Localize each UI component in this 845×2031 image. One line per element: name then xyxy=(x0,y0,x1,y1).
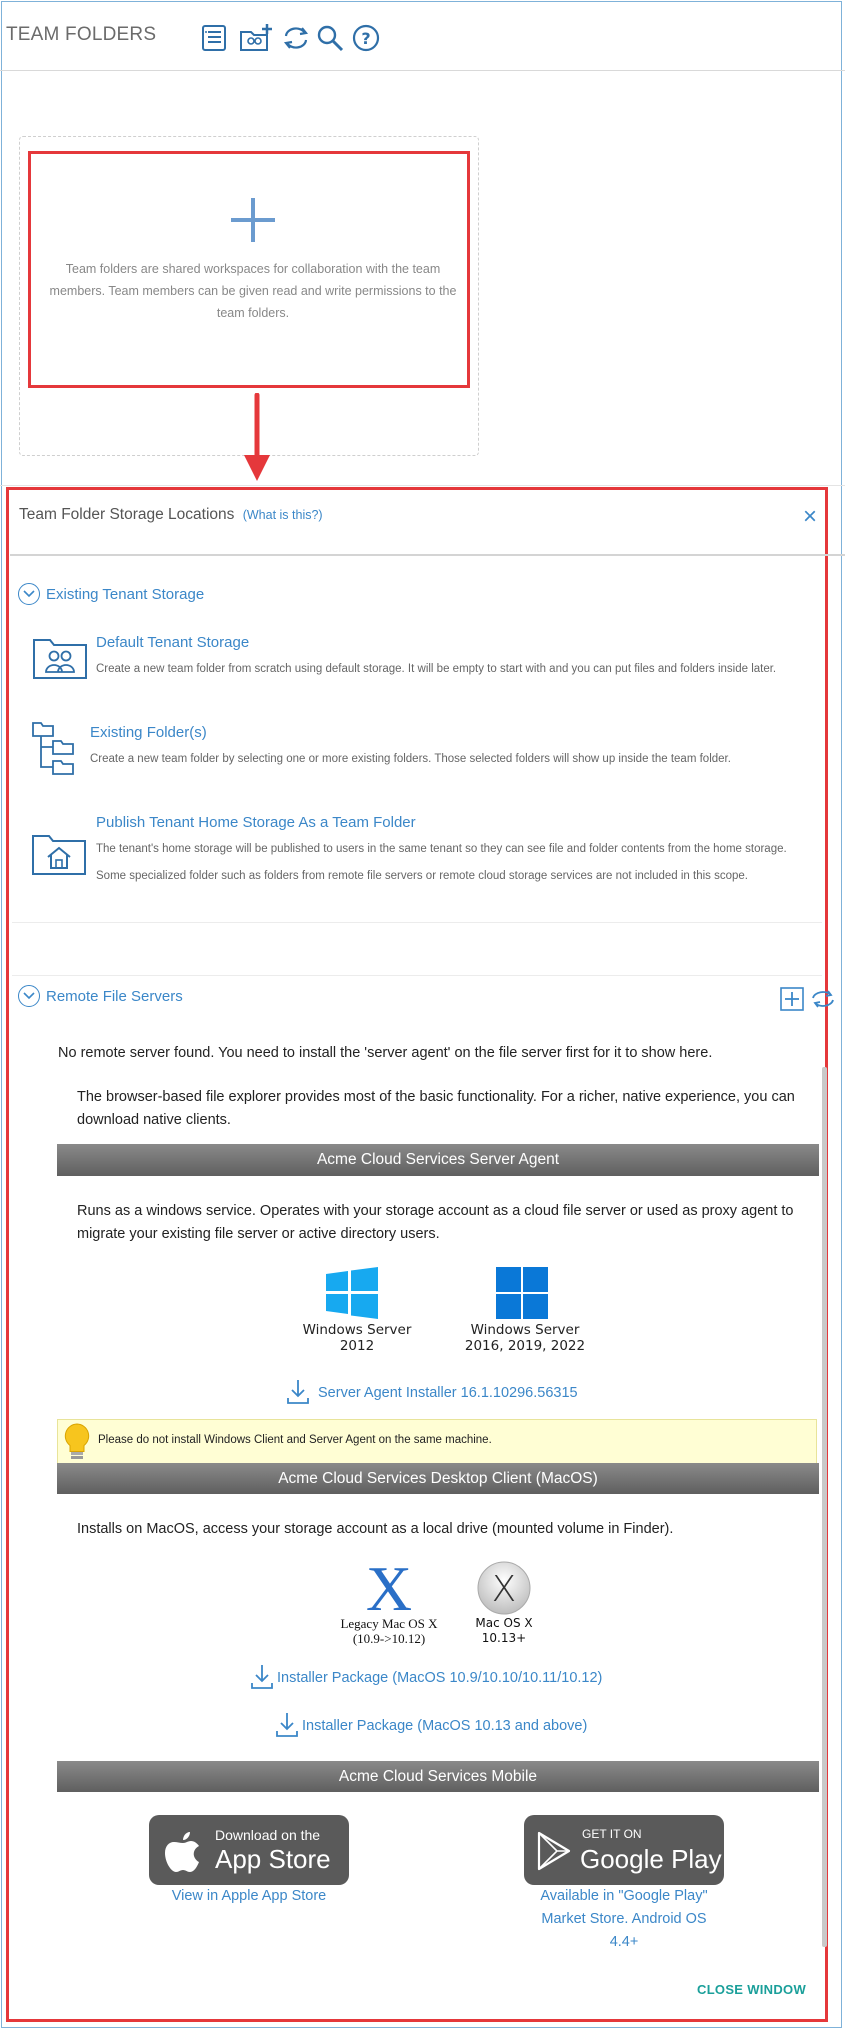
panel-title-text: Team Folder Storage Locations xyxy=(19,506,235,523)
installer-legacy-mac-link[interactable]: Installer Package (MacOS 10.9/10.10/10.11/10.12) xyxy=(277,1670,603,1686)
appstore-big-text: App Store xyxy=(215,1844,331,1874)
play-small-text: GET IT ON xyxy=(582,1827,642,1841)
card-description: Team folders are shared workspaces for collaboration with the team members. Team members can be given read and write permissions to the team folders. xyxy=(49,262,457,320)
os-label-windows-2016 xyxy=(450,1322,600,1354)
apple-icon xyxy=(163,1829,203,1873)
option-description-note: Some specialized folder such as folders from remote file servers or remote cloud storage services are not included in this scope. xyxy=(96,870,748,882)
close-window-button[interactable]: CLOSE WINDOW xyxy=(697,1982,807,1997)
add-team-folder-icon[interactable] xyxy=(238,22,274,54)
play-big-text: Google Play xyxy=(580,1844,722,1874)
svg-text:?: ? xyxy=(361,29,371,48)
os-version: 10.13+ xyxy=(481,1631,527,1645)
section-existing-storage[interactable] xyxy=(18,583,204,605)
windows-2016-icon xyxy=(496,1267,548,1319)
desktop-client-bar: Acme Cloud Services Desktop Client (MacOS) xyxy=(57,1463,819,1494)
os-name: Legacy Mac OS X xyxy=(340,1616,438,1631)
page-title: TEAM FOLDERS xyxy=(6,24,157,45)
download-icon[interactable] xyxy=(275,1712,299,1738)
os-name: Windows Server xyxy=(470,1322,580,1338)
desktop-client-description: Installs on MacOS, access your storage account as a local drive (mounted volume in Finder). xyxy=(77,1521,674,1537)
section-heading: Remote File Servers xyxy=(46,987,183,1005)
play-link-line[interactable]: 4.4+ xyxy=(609,1934,639,1950)
download-icon[interactable] xyxy=(286,1379,310,1405)
scrollbar[interactable] xyxy=(822,1067,827,1947)
chevron-down-icon[interactable] xyxy=(18,985,40,1007)
os-label-windows-2012 xyxy=(294,1322,420,1354)
option-description: Create a new team folder from scratch using default storage. It will be empty to start with and you can put files and folders inside later. xyxy=(96,663,777,675)
os-version: 2016, 2019, 2022 xyxy=(464,1338,586,1354)
download-icon[interactable] xyxy=(250,1664,274,1690)
lightbulb-icon xyxy=(62,1422,92,1462)
section-heading: Existing Tenant Storage xyxy=(46,585,205,603)
notice-text: Please do not install Windows Client and Server Agent on the same machine. xyxy=(98,1434,492,1446)
home-folder-icon[interactable] xyxy=(31,830,87,876)
option-description: The tenant's home storage will be published to users in the same tenant so they can see file and folder contents from the home storage. xyxy=(96,843,787,855)
play-icon xyxy=(536,1831,572,1871)
option-publish-home-storage[interactable]: Publish Tenant Home Storage As a Team Folder xyxy=(96,814,416,831)
os-version: (10.9->10.12) xyxy=(352,1631,426,1646)
appstore-small-text: Download on the xyxy=(215,1827,321,1843)
divider xyxy=(10,554,845,556)
close-panel-button[interactable]: × xyxy=(803,503,818,530)
os-version: 2012 xyxy=(339,1338,375,1354)
search-icon[interactable] xyxy=(314,22,346,54)
refresh-servers-icon[interactable] xyxy=(809,988,837,1010)
divider xyxy=(12,922,822,923)
installer-mac-link[interactable]: Installer Package (MacOS 10.13 and above) xyxy=(302,1718,588,1734)
server-agent-bar: Acme Cloud Services Server Agent xyxy=(57,1144,819,1176)
team-storage-icon[interactable] xyxy=(32,634,88,680)
header-bar xyxy=(0,0,845,71)
red-arrow-icon xyxy=(240,393,274,485)
divider xyxy=(12,975,822,976)
native-clients-intro: The browser-based file explorer provides most of the basic functionality. For a richer, native experience, you can download native clients. xyxy=(77,1089,795,1128)
google-play-link[interactable] xyxy=(514,1885,734,1954)
no-server-message: No remote server found. You need to install the 'server agent' on the file server first for it to show here. xyxy=(58,1045,713,1061)
os-name: Mac OS X xyxy=(475,1616,533,1630)
divider xyxy=(0,485,845,486)
panel-title xyxy=(19,506,323,524)
legacy-mac-os-x-icon xyxy=(365,1558,413,1614)
os-label-legacy-mac xyxy=(326,1616,452,1646)
option-default-storage[interactable]: Default Tenant Storage xyxy=(96,634,250,651)
os-label-mac xyxy=(459,1616,549,1646)
option-description: Create a new team folder by selecting one or more existing folders. Those selected folders will show up inside the team folder. xyxy=(90,753,731,765)
list-view-icon[interactable] xyxy=(198,22,230,54)
plus-icon[interactable] xyxy=(229,196,277,244)
option-existing-folders[interactable]: Existing Folder(s) xyxy=(90,724,207,741)
warning-notice xyxy=(57,1419,817,1465)
folder-tree-icon[interactable] xyxy=(31,721,83,777)
server-agent-description: Runs as a windows service. Operates with your storage account as a cloud file server or used as proxy agent to migrate your existing file server or active directory users. xyxy=(77,1203,794,1242)
mac-os-x-icon xyxy=(476,1560,532,1616)
help-icon[interactable] xyxy=(350,22,382,54)
app-store-badge[interactable] xyxy=(149,1815,349,1885)
svg-text:X: X xyxy=(491,1569,517,1610)
section-remote-file-servers[interactable] xyxy=(18,985,183,1007)
os-name: Windows Server xyxy=(302,1322,412,1338)
refresh-icon[interactable] xyxy=(280,22,312,54)
play-link-line[interactable]: Available in "Google Play" xyxy=(540,1888,708,1904)
svg-text:X: X xyxy=(365,1558,413,1614)
mobile-bar: Acme Cloud Services Mobile xyxy=(57,1761,819,1792)
windows-2012-icon xyxy=(326,1267,378,1319)
what-is-this-link[interactable]: (What is this?) xyxy=(242,508,323,522)
google-play-badge[interactable] xyxy=(524,1815,724,1885)
chevron-down-icon[interactable] xyxy=(18,583,40,605)
apple-app-store-link[interactable]: View in Apple App Store xyxy=(171,1888,327,1904)
add-server-icon[interactable] xyxy=(780,987,804,1011)
play-link-line[interactable]: Market Store. Android OS xyxy=(541,1911,707,1927)
server-agent-installer-link[interactable]: Server Agent Installer 16.1.10296.56315 xyxy=(318,1385,578,1401)
